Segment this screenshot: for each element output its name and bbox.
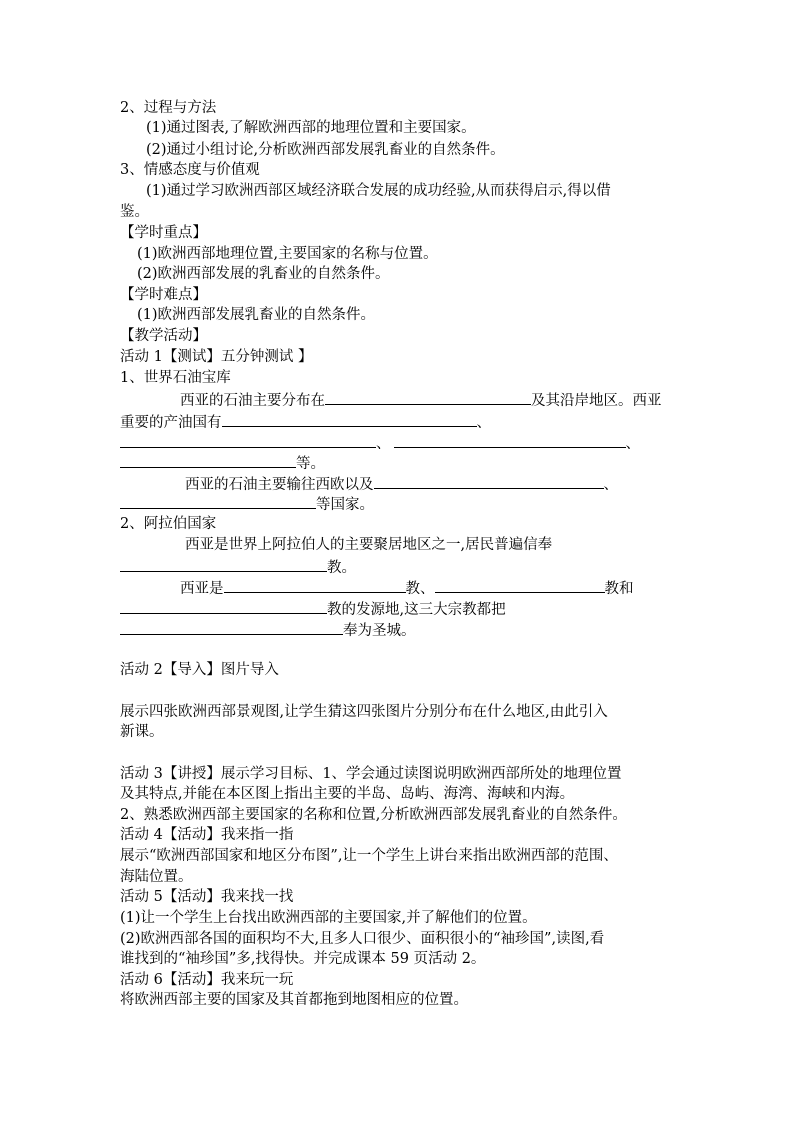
activity-2-heading [120, 660, 279, 681]
fill-in-line [120, 619, 416, 640]
text: 及其沿岸地区。西亚 [531, 393, 662, 409]
text: 海陆位置。 [120, 869, 193, 885]
text: 鉴。 [120, 204, 149, 220]
text: (1)让一个学生上台找出欧洲西部的主要国家,并了解他们的位置。 [120, 910, 537, 926]
text: 西亚的石油主要输往西欧以及 [185, 477, 374, 493]
paragraph [120, 805, 627, 826]
text: 重要的产油国有 [120, 415, 222, 431]
text: 【学时重点】 [120, 225, 207, 241]
fill-in-line [180, 577, 634, 598]
fill-in-line [120, 598, 506, 619]
section-heading-process-method [120, 98, 216, 119]
answer-blank[interactable] [224, 577, 406, 593]
text: 、 [376, 436, 391, 452]
paragraph [146, 118, 476, 139]
text: 等国家。 [316, 497, 374, 513]
answer-blank[interactable] [325, 389, 531, 405]
text: 西亚是 [180, 581, 224, 597]
paragraph [146, 140, 505, 161]
text: 教和 [604, 581, 634, 597]
paragraph [120, 784, 574, 805]
text: 3、情感态度与价值观 [120, 162, 260, 178]
answer-blank[interactable] [120, 619, 343, 635]
answer-blank[interactable] [120, 432, 376, 448]
paragraph [120, 867, 193, 888]
text: 展示“欧洲西部国家和地区分布图”,让一个学生上讲台来指出欧洲西部的范围、 [120, 848, 618, 864]
fill-in-line [120, 432, 640, 453]
text: (1)欧洲西部地理位置,主要国家的名称与位置。 [137, 246, 438, 262]
text: 活动 5【活动】我来找一找 [120, 889, 294, 905]
text: 活动 4【活动】我来指一指 [120, 827, 294, 843]
text: 活动 6【活动】我来玩一玩 [120, 972, 294, 988]
section-heading-emotion-values [120, 160, 260, 181]
heading-key-points [120, 223, 207, 244]
answer-blank[interactable] [120, 598, 327, 614]
text: 【学时难点】 [120, 287, 207, 303]
text: 2、阿拉伯国家 [120, 516, 217, 532]
text: (1)通过学习欧洲西部区域经济联合发展的成功经验,从而获得启示,得以借 [146, 183, 611, 199]
answer-blank[interactable] [435, 577, 605, 593]
answer-blank[interactable] [120, 493, 316, 509]
text: 西亚是世界上阿拉伯人的主要聚居地区之一,居民普遍信奉 [185, 537, 553, 553]
text: 、 [476, 415, 491, 431]
heading-difficult-points [120, 285, 207, 306]
text: (2)欧洲西部发展的乳畜业的自然条件。 [137, 266, 390, 282]
subheading-arab-countries [120, 514, 216, 535]
text: 活动 3【讲授】展示学习目标、1、学会通过读图说明欧洲西部所处的地理位置 [120, 766, 622, 782]
answer-blank[interactable] [120, 556, 327, 572]
text: 谁找到的“袖珍国”多,找得快。并完成课本 59 页活动 2。 [120, 951, 486, 967]
text: 奉为圣城。 [343, 623, 416, 639]
fill-in-line [180, 389, 662, 410]
paragraph [120, 846, 618, 867]
fill-in-line [120, 493, 374, 514]
text: 、 [625, 436, 640, 452]
text: 2、熟悉欧洲西部主要国家的名称和位置,分析欧洲西部发展乳畜业的自然条件。 [120, 807, 627, 823]
answer-blank[interactable] [222, 411, 477, 427]
paragraph [137, 305, 375, 326]
text: 教、 [405, 581, 435, 597]
paragraph [120, 702, 608, 723]
text: (1)欧洲西部发展乳畜业的自然条件。 [137, 307, 376, 323]
fill-in-line [120, 411, 491, 432]
paragraph [120, 202, 149, 223]
paragraph [137, 264, 390, 285]
activity-1-heading [120, 347, 312, 368]
text: (1)通过图表,了解欧洲西部的地理位置和主要国家。 [146, 120, 476, 136]
text: 2、过程与方法 [120, 100, 217, 116]
text: 教。 [327, 560, 356, 576]
text: 、 [603, 477, 618, 493]
fill-in-line [120, 556, 356, 577]
heading-teaching-activities [120, 326, 207, 347]
fill-in-line [185, 473, 618, 494]
text: 活动 2【导入】图片导入 [120, 662, 279, 678]
text: 将欧洲西部主要的国家及其首都拖到地图相应的位置。 [120, 992, 468, 1008]
text: 展示四张欧洲西部景观图,让学生猜这四张图片分别分布在什么地区,由此引入 [120, 704, 608, 720]
text: 【教学活动】 [120, 328, 207, 344]
subheading-oil-treasury [120, 368, 231, 389]
activity-3-heading [120, 764, 622, 785]
paragraph [185, 535, 552, 556]
paragraph [120, 908, 537, 929]
fill-in-line [120, 452, 325, 473]
text: 1、世界石油宝库 [120, 370, 231, 386]
text: 等。 [296, 456, 325, 472]
answer-blank[interactable] [394, 432, 626, 448]
activity-6-heading [120, 970, 293, 991]
text: 活动 1【测试】五分钟测试 】 [120, 349, 313, 365]
text: 西亚的石油主要分布在 [180, 393, 325, 409]
text: (2)通过小组讨论,分析欧洲西部发展乳畜业的自然条件。 [146, 142, 505, 158]
activity-4-heading [120, 825, 293, 846]
text: 及其特点,并能在本区图上指出主要的半岛、岛屿、海湾、海峡和内海。 [120, 786, 575, 802]
text: 教的发源地,这三大宗教都把 [327, 602, 506, 618]
paragraph [120, 949, 485, 970]
text: 新课。 [120, 724, 164, 740]
paragraph [120, 722, 164, 743]
answer-blank[interactable] [374, 473, 604, 489]
paragraph [120, 990, 468, 1011]
answer-blank[interactable] [120, 452, 296, 468]
paragraph [137, 244, 438, 265]
paragraph [120, 929, 604, 950]
text: (2)欧洲西部各国的面积均不大,且多人口很少、面积很小的“袖珍国”,读图,看 [120, 931, 605, 947]
activity-5-heading [120, 887, 293, 908]
paragraph [146, 181, 611, 202]
